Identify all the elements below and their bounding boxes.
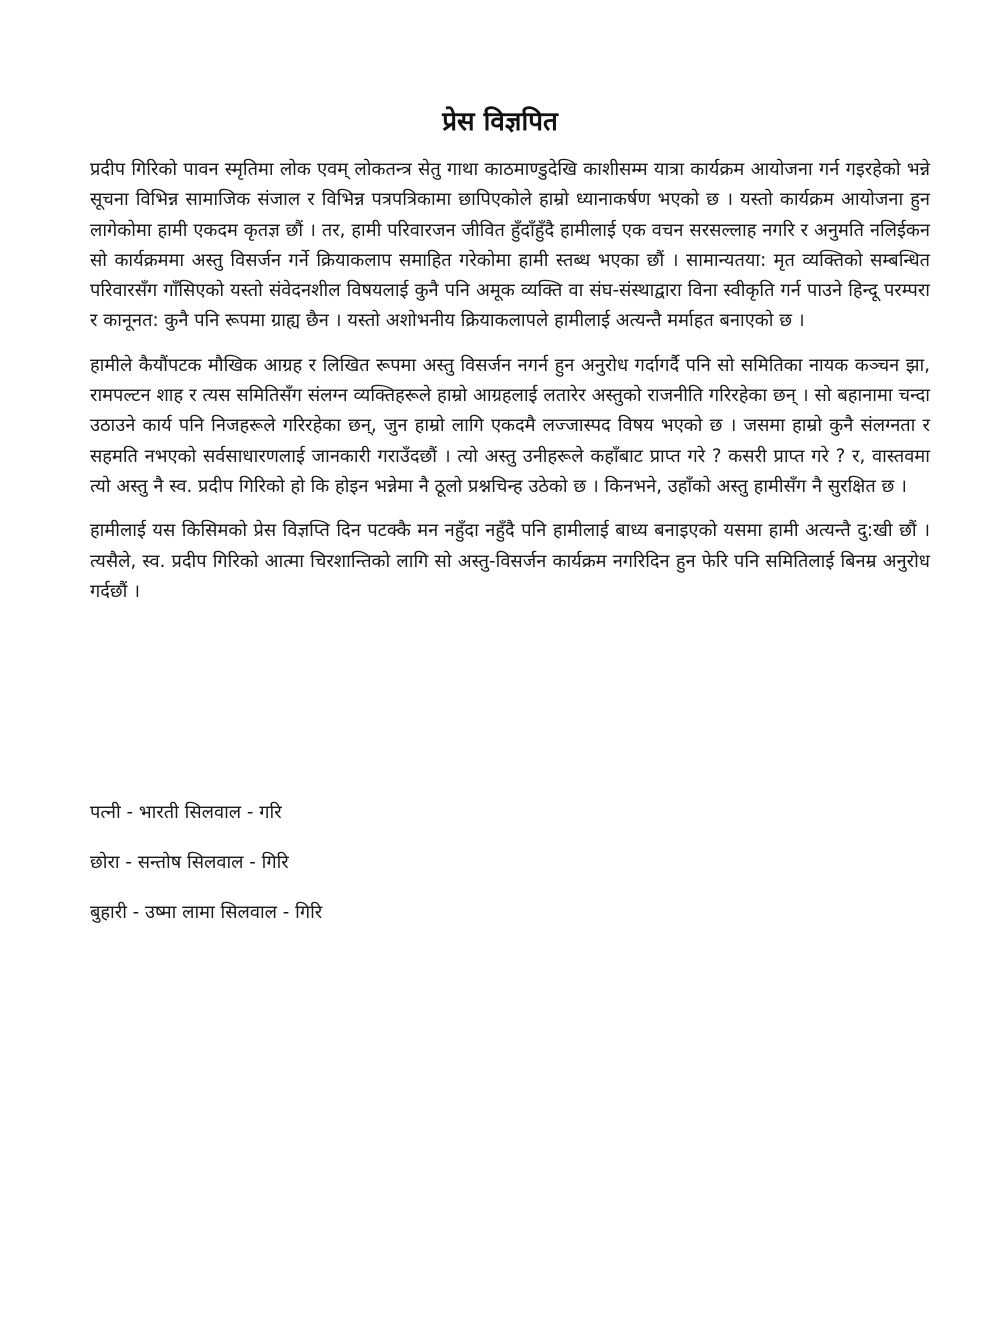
- signature-daughter-in-law: बुहारी - उष्मा लामा सिलवाल - गिरि: [90, 902, 323, 923]
- signature-son: छोरा - सन्तोष सिलवाल - गिरि: [90, 852, 289, 873]
- paragraph-1: प्रदीप गिरिको पावन स्मृतिमा लोक एवम् लोकतन्त्र सेतु गाथा काठमाण्डुदेखि काशीसम्म यात्रा कार्यक्रम आयोजना गर्न गइरहेको भन्ने सूचना विभिन्न सामाजिक संजाल र विभिन्न पत्रपत्रिकामा छापिएकोले हाम्रो ध्यानाकर्षण भएको छ । यस्तो कार्यक्रम आयोजना हुन लागेकोमा हामी एकदम कृतज्ञ छौं । तर, हामी परिवारजन जीवित हुँदाँहुँदै हामीलाई एक वचन सरसल्लाह नगरि र अनुमति नलिईकन सो कार्यक्रममा अस्तु विसर्जन गर्ने क्रियाकलाप समाहित गरेकोमा हामी स्तब्ध भएका छौं । सामान्यतया: मृत व्यक्तिको सम्बन्धित परिवारसँग गाँसिएको यस्तो संवेदनशील विषयलाई कुनै पनि अमूक व्यक्ति वा संघ-संस्थाद्वारा विना स्वीकृति गर्न पाउने हिन्दू परम्परा र कानूनत: कुनै पनि रूपमा ग्राह्य छैन । यस्तो अशोभनीय क्रियाकलापले हामीलाई अत्यन्तै मर्माहत बनाएको छ ।: [90, 159, 930, 332]
- paragraph-2: हामीले कैयौंपटक मौखिक आग्रह र लिखित रूपमा अस्तु विसर्जन नगर्न हुन अनुरोध गर्दागर्दै पनि सो समितिका नायक कञ्चन झा, रामपल्टन शाह र त्यस समितिसँग संलग्न व्यक्तिहरूले हाम्रो आग्रहलाई लतारेर अस्तुको राजनीति गरिरहेका छन् । सो बहानामा चन्दा उठाउने कार्य पनि निजहरूले गरिरहेका छन्, जुन हाम्रो लागि एकदमै लज्जास्पद विषय भएको छ । जसमा हाम्रो कुनै संलग्नता र सहमति नभएको सर्वसाधारणलाई जानकारी गराउँदछौं । त्यो अस्तु उनीहरूले कहाँबाट प्राप्त गरे ? कसरी प्राप्त गरे ? र, वास्तवमा त्यो अस्तु नै स्व. प्रदीप गिरिको हो कि होइन भन्नेमा नै ठूलो प्रश्नचिन्ह उठेको छ । किनभने, उहाँको अस्तु हामीसँग नै सुरक्षित छ ।: [90, 354, 930, 497]
- signature-block: [90, 798, 690, 948]
- document-title: प्रेस विज्ञपित: [442, 107, 558, 137]
- paragraph-3: हामीलाई यस किसिमको प्रेस विज्ञप्ति दिन पटक्कै मन नहुँदा नहुँदै पनि हामीलाई बाध्य बनाइएको यसमा हामी अत्यन्तै दु:खी छौं । त्यसैले, स्व. प्रदीप गिरिको आत्मा चिरशान्तिको लागि सो अस्तु-विसर्जन कार्यक्रम नगरिदिन हुन फेरि पनि समितिलाई बिनम्र अनुरोध गर्दछौं ।: [90, 520, 930, 602]
- signature-wife: पत्नी - भारती सिलवाल - गरि: [90, 802, 282, 823]
- document-body: [90, 155, 930, 621]
